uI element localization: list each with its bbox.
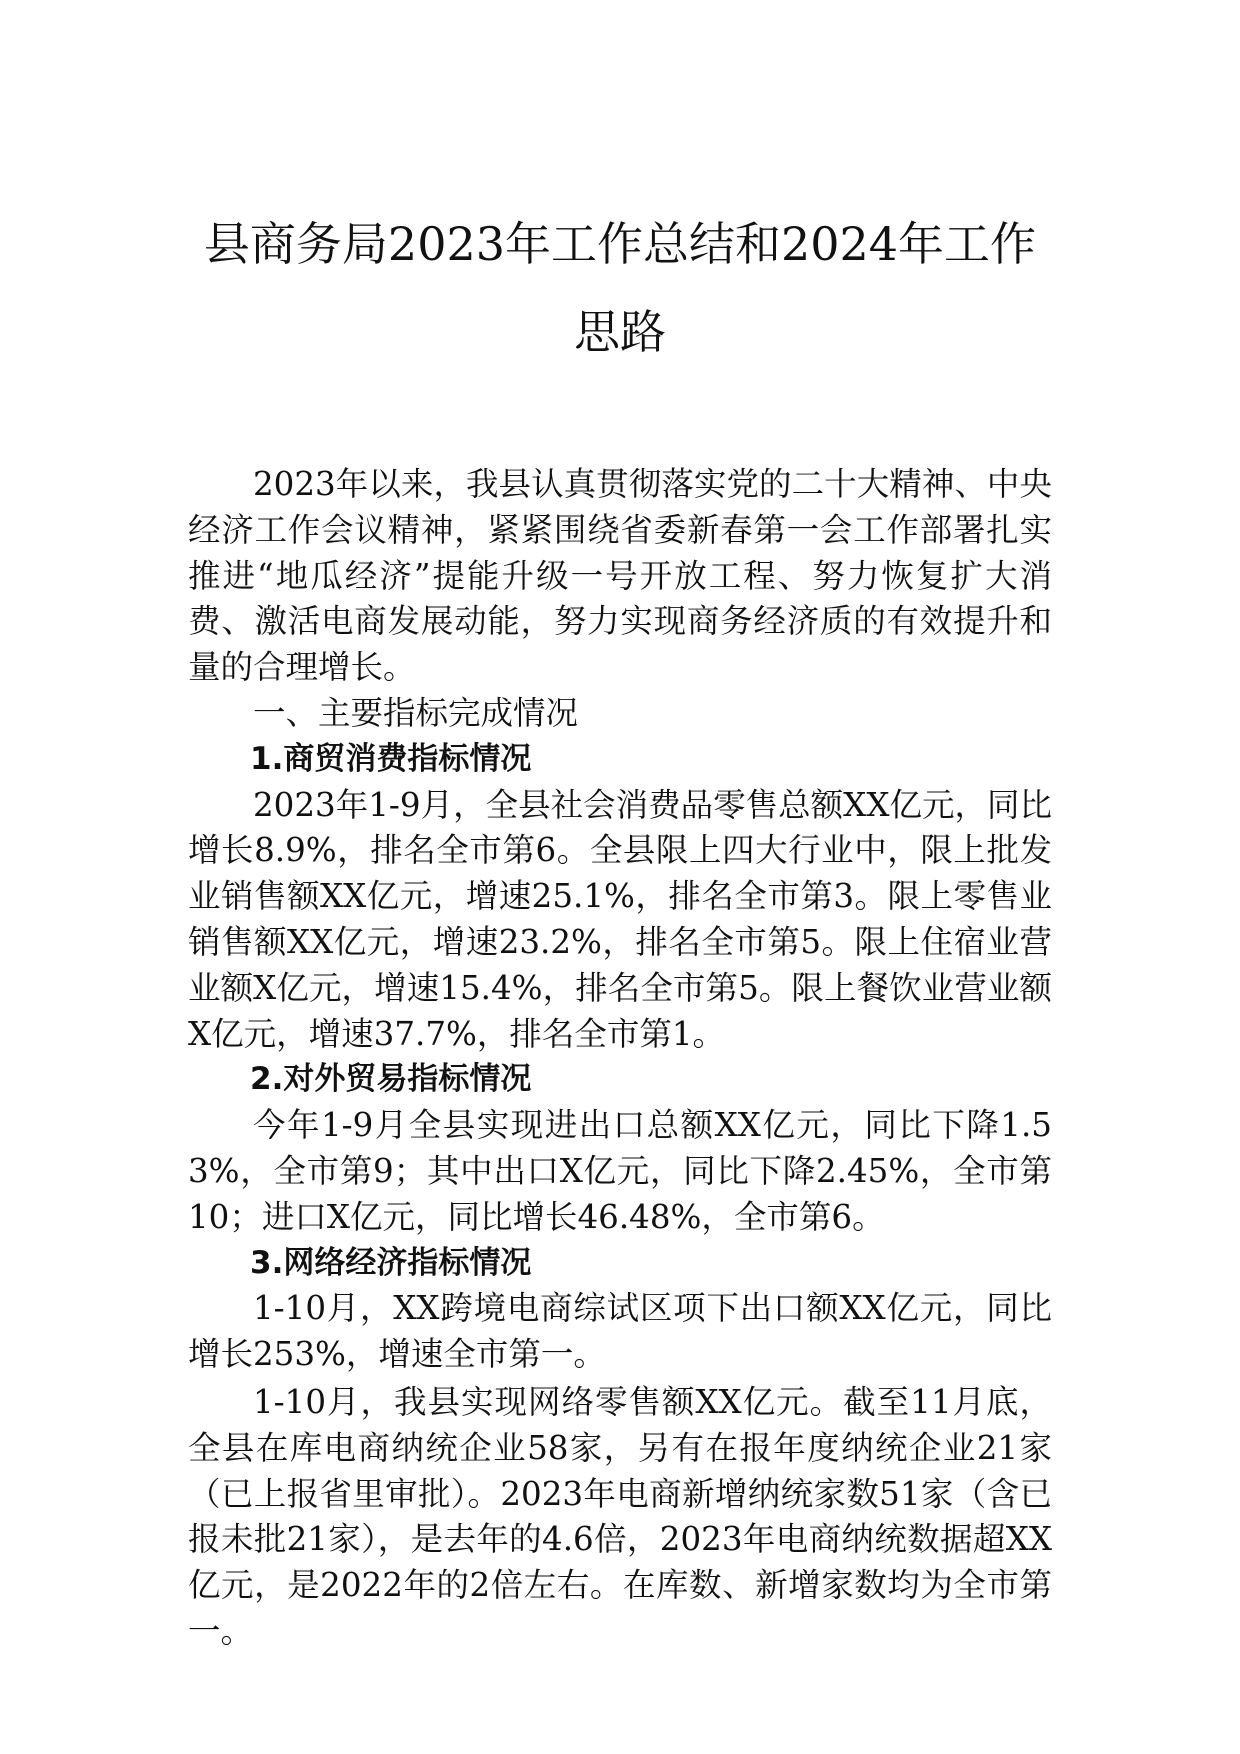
subheading-commerce-consumption: 1.商贸消费指标情况 <box>250 740 532 777</box>
intro-paragraph: 2023年以来，我县认真贯彻落实党的二十大精神、中央经济工作会议精神，紧紧围绕省委新春第一会工作部署扎实推进“地瓜经济”提能升级一号开放工程、努力恢复扩大消费、激活电商发展动能，努力实现商务经济质的有效提升和量的合理增长。 <box>188 465 1052 687</box>
title-spacer <box>188 376 1052 462</box>
section-heading-1: 一、主要指标完成情况 <box>253 693 579 732</box>
paragraph-commerce-consumption: 2023年1-9月，全县社会消费品零售总额XX亿元，同比增长8.9%，排名全市第6。全县限上四大行业中，限上批发业销售额XX亿元，增速25.1%，排名全市第3。限上零售业销售额XX亿元，增速23.2%，排名全市第5。限上住宿业营业额X亿元，增速15.4%，排名全市第5。限上餐饮业营业额X亿元，增速37.7%，排名全市第1。 <box>188 785 1052 1053</box>
document-title: 县商务局2023年工作总结和2024年工作思路 <box>203 217 1037 359</box>
paragraph-foreign-trade: 今年1-9月全县实现进出口总额XX亿元，同比下降1.53%，全市第9；其中出口X亿元，同比下降2.45%，全市第10；进口X亿元，同比增长46.48%，全市第6。 <box>188 1106 1052 1236</box>
document-page <box>188 200 1052 1655</box>
paragraph-online-retail: 1-10月，我县实现网络零售额XX亿元。截至11月底，全县在库电商纳统企业58家，另有在报年度纳统企业21家（已上报省里审批）。2023年电商新增纳统家数51家（含已报未批21家），是去年的4.6倍，2023年电商纳统数据超XX亿元，是2022年的2倍左右。在库数、新增家数均为全市第一。 <box>188 1382 1052 1650</box>
paragraph-cross-border-ecommerce: 1-10月，XX跨境电商综试区项下出口额XX亿元，同比增长253%，增速全市第一。 <box>188 1289 1052 1374</box>
subheading-foreign-trade: 2.对外贸易指标情况 <box>250 1061 532 1098</box>
subheading-network-economy: 3.网络经济指标情况 <box>250 1244 532 1281</box>
